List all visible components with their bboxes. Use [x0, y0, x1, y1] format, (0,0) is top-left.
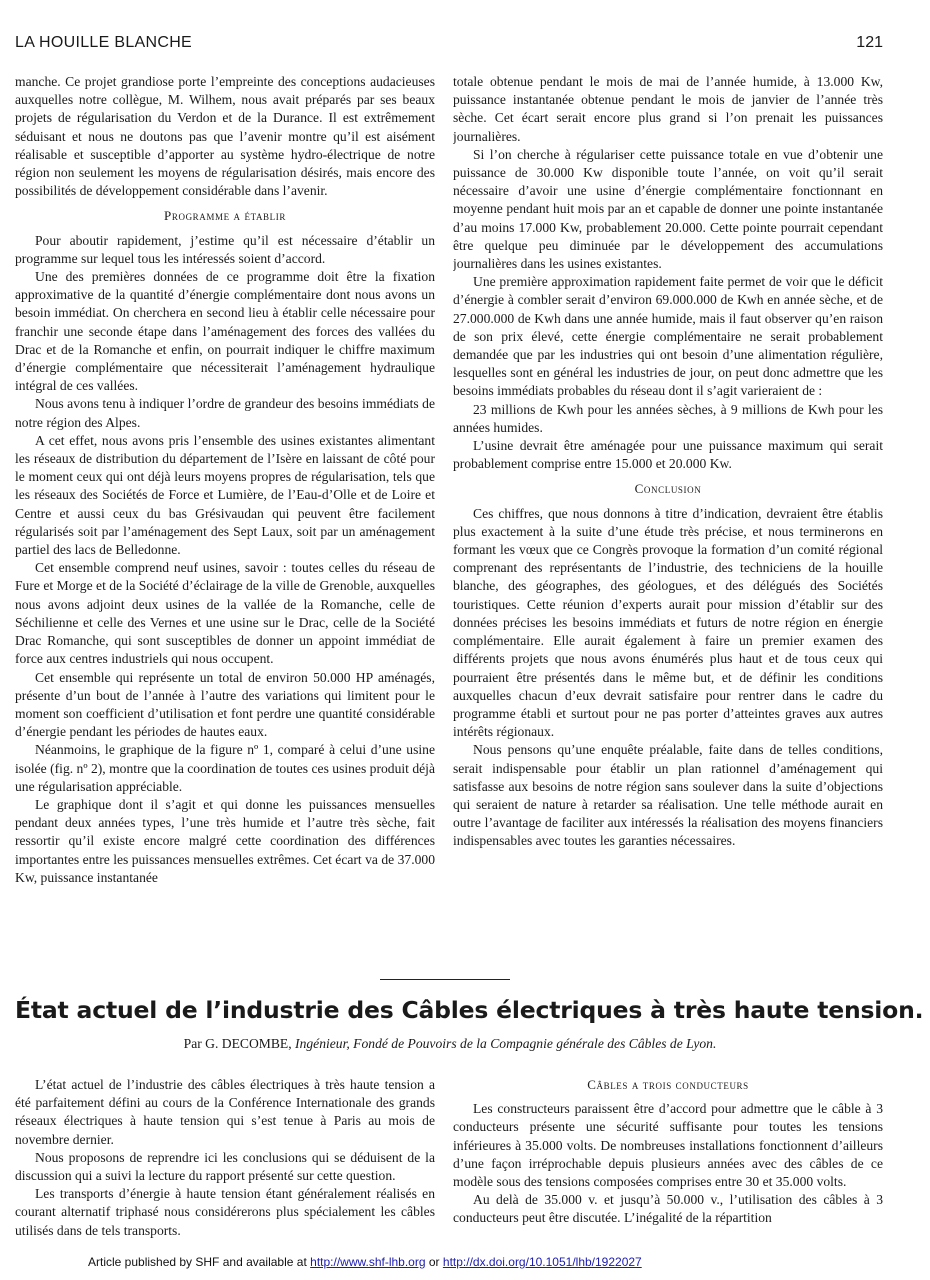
- paragraph: Cet ensemble comprend neuf usines, savoir : toutes celles du réseau de Fure et Morge et de la Société d’éclairage de la ville de Grenoble, auxquelles nous avons adjoint deux usines de la vallée de la Romanche, celle de Séchilienne et celle des Vernes et une usine sur le Drac, celle de la Société Drac Romanche, qui sont susceptibles de donner un appoint immédiat de force aux centres industriels qui nous occupent.: [15, 560, 435, 667]
- article-left-column: [15, 73, 435, 963]
- paragraph: Le graphique dont il s’agit et qui donne les puissances mensuelles pendant deux années types, l’une très humide et l’autre très sèche, fait ressortir qu’il existe encore malgré cette coordination des différences importantes entre les puissances mensuelles extrêmes. Cet écart va de 37.000 Kw, puissance instantanée: [15, 796, 435, 885]
- footer-link-shf[interactable]: http://www.shf-lhb.org: [310, 1255, 426, 1269]
- paragraph: Les constructeurs paraissent être d’accord pour admettre que le câble à 3 conducteurs présente une sécurité suffisante pour toutes les tensions inférieures à 35.000 volts. De nombreuses installations fonctionnent d’ailleurs d’une façon irréprochable depuis plusieurs années avec des câbles de ce modèle sous des tensions composées comprises entre 30 et 35.000 volts.: [453, 1101, 883, 1190]
- paragraph: Les transports d’énergie à haute tension étant généralement réalisés en courant alternatif triphasé nous considérerons plus spécialement les câbles utilisés dans de tels transports.: [15, 1186, 435, 1238]
- paragraph: Nous pensons qu’une enquête préalable, faite dans de telles conditions, serait indispensable pour établir un plan rationnel d’aménagement qui satisfasse aux besoins de notre région sans soulever dans la suite d’objections qui seraient de nature à retarder sa réalisation. Une telle méthode aurait en outre l’avantage de faciliter aux intéressés la réalisation des moyens financiers indispensables avec toutes les garanties nécessaires.: [453, 742, 883, 849]
- paragraph: L’état actuel de l’industrie des câbles électriques à très haute tension a été parfaitement défini au cours de la Conférence Internationale des grands réseaux électriques à haute tension qui s’est tenue à Paris au mois de novembre dernier.: [15, 1077, 435, 1147]
- paragraph: Nous avons tenu à indiquer l’ordre de grandeur des besoins immédiats de notre région des Alpes.: [15, 396, 435, 430]
- paragraph: manche. Ce projet grandiose porte l’empreinte des conceptions audacieuses auxquelles notre collègue, M. Wilhem, nous avait préparés par ses beaux projets de régularisation du Verdon et de la Durance. Il est extrêmement séduisant et nous ne doutons pas que l’avenir montre qu’il est aisément réalisable et susceptible d’apporter au système hydro-électrique de notre région non seulement les moyens de régularisation désirés, mais encore des possibilités de développement considérable dans l’avenir.: [15, 74, 435, 199]
- paragraph: Au delà de 35.000 v. et jusqu’à 50.000 v., l’utilisation des câbles à 3 conducteurs peut être discutée. L’inégalité de la répartition: [453, 1192, 883, 1226]
- publication-footer: [88, 1255, 642, 1269]
- article-separator-rule: [380, 979, 510, 980]
- paragraph: L’usine devrait être aménagée pour une puissance maximum qui serait probablement comprise entre 15.000 et 20.000 Kw.: [453, 438, 883, 472]
- section-heading-conclusion: Conclusion: [634, 481, 702, 497]
- running-header: [15, 34, 883, 56]
- footer-text-or: or: [428, 1255, 440, 1269]
- footer-text: Article published by SHF and available at: [88, 1255, 307, 1269]
- article-right-column: [453, 73, 883, 968]
- paragraph: 23 millions de Kwh pour les années sèches, à 9 millions de Kwh pour les années humides.: [453, 401, 883, 435]
- paragraph: Si l’on cherche à régulariser cette puissance totale en vue d’obtenir une puissance de 30.000 Kw disponible toute l’année, on voit qu’il serait nécessaire d’avoir une usine d’énergie complémentaire fonctionnant en moyenne pendant huit mois par an et capable de donner une pointe instantanée d’au moins 17.000 Kw, probablement 20.000. Cette pointe pourrait cependant être quelque peu diminuée par le développement des accumulations journalières dans les usines existantes.: [453, 146, 883, 272]
- byline: [15, 1036, 885, 1052]
- paragraph: Néanmoins, le graphique de la figure nº 1, comparé à celui d’une usine isolée (fig. nº 2), montre que la coordination de toutes ces usines produit déjà une régularisation appréciable.: [15, 742, 435, 794]
- paragraph: Pour aboutir rapidement, j’estime qu’il est nécessaire d’établir un programme sur lequel tous les intéressés soient d’accord.: [15, 232, 435, 266]
- paragraph: Une première approximation rapidement faite permet de voir que le déficit d’énergie à combler serait d’environ 69.000.000 de Kwh en année sèche, et de 27.000.000 de Kwh dans une année humide, mais il faut observer qu’en raison de son prix élevé, cette énergie complémentaire ne serait probablement demandée que par les industries qui ont besoin d’une alimentation régulière, lesquelles sont en général les industries de jour, on peut donc admettre que les besoins immédiats probables du réseau dont il s’agit varieraient de :: [453, 274, 883, 399]
- journal-name: LA HOUILLE BLANCHE: [15, 34, 193, 51]
- page-number: 121: [856, 34, 883, 51]
- paragraph: Cet ensemble qui représente un total de environ 50.000 HP aménagés, présente d’un bout de l’année à l’autre des variations qui limitent pour le moment son coefficient d’utilisation et font perdre une quantité considérable d’énergie pendant les périodes de hautes eaux.: [15, 669, 435, 740]
- paragraph: totale obtenue pendant le mois de mai de l’année humide, à 13.000 Kw, puissance instantanée obtenue pendant le mois de janvier de l’année très sèche. Cet écart serait encore plus grand si l’on prenait les puissances journalières.: [453, 74, 883, 144]
- footer-link-doi[interactable]: http://dx.doi.org/10.1051/lhb/1922027: [442, 1255, 642, 1269]
- paragraph: Ces chiffres, que nous donnons à titre d’indication, devraient être établis plus exactement à la suite d’une étude très précise, et nous terminerons en formant les vœux que ce Congrès provoque la formation d’un comité régional comprenant des représentants de l’industrie, des techniciens de la houille blanche, des géographes, des géologues, et des délégués des Sociétés touristiques. Cette réunion d’experts aurait pour mission d’établir sur des données précises les besoins immédiats et futurs de notre région en énergie complémentaire. Elle aurait également à faire un premier examen des différents projets que nous avons énumérés plus haut et de tous ceux qui pourraient être présentés dans le même but, et de définir les conditions auxquelles chacun d’eux devrait satisfaire pour rentrer dans le cadre du programme établi et surtout pour ne pas porter d’atteintes graves aux autres intérêts régionaux.: [453, 505, 883, 740]
- paragraph: A cet effet, nous avons pris l’ensemble des usines existantes alimentant les réseaux de distribution du département de l’Isère en laissant de côté pour le moment ceux qui ont déjà leurs moyens propres de régularisation, tels que les réseaux des Sociétés de Force et Lumière, de l’Eau-d’Olle et de Loire et Centre et aussi ceux du bas Grésivaudan qui peuvent être facilement régularisés soit par l’aménagement des Sept Laux, soit par un aménagement partiel des lacs de Belledonne.: [15, 432, 435, 558]
- byline-affiliation: Ingénieur, Fondé de Pouvoirs de la Compagnie générale des Câbles de Lyon.: [295, 1036, 717, 1051]
- byline-author: Par G. DECOMBE,: [183, 1036, 292, 1051]
- second-article-right-column: [453, 1076, 883, 1258]
- paragraph: Nous proposons de reprendre ici les conclusions qui se déduisent de la discussion qui a suivi la lecture du rapport présenté sur cette question.: [15, 1149, 435, 1184]
- second-article-left-column: [15, 1076, 435, 1258]
- section-heading-programme: Programme a établir: [164, 208, 286, 224]
- section-heading-cables: Câbles a trois conducteurs: [587, 1077, 749, 1092]
- paragraph: Une des premières données de ce programme doit être la fixation approximative de la quantité d’énergie complémentaire dont nous avons un besoin immédiat. On cherchera en second lieu à établir celle nécessaire pour franchir une seconde étape dans l’aménagement des forces des vallées du Drac et de la Romanche et enfin, on pourrait indiquer le chiffre maximum d’énergie complémentaire que nécessiterait l’aménagement hydraulique intégral de ces vallées.: [15, 269, 435, 394]
- article-title: État actuel de l’industrie des Câbles électriques à très haute tension.: [15, 996, 924, 1024]
